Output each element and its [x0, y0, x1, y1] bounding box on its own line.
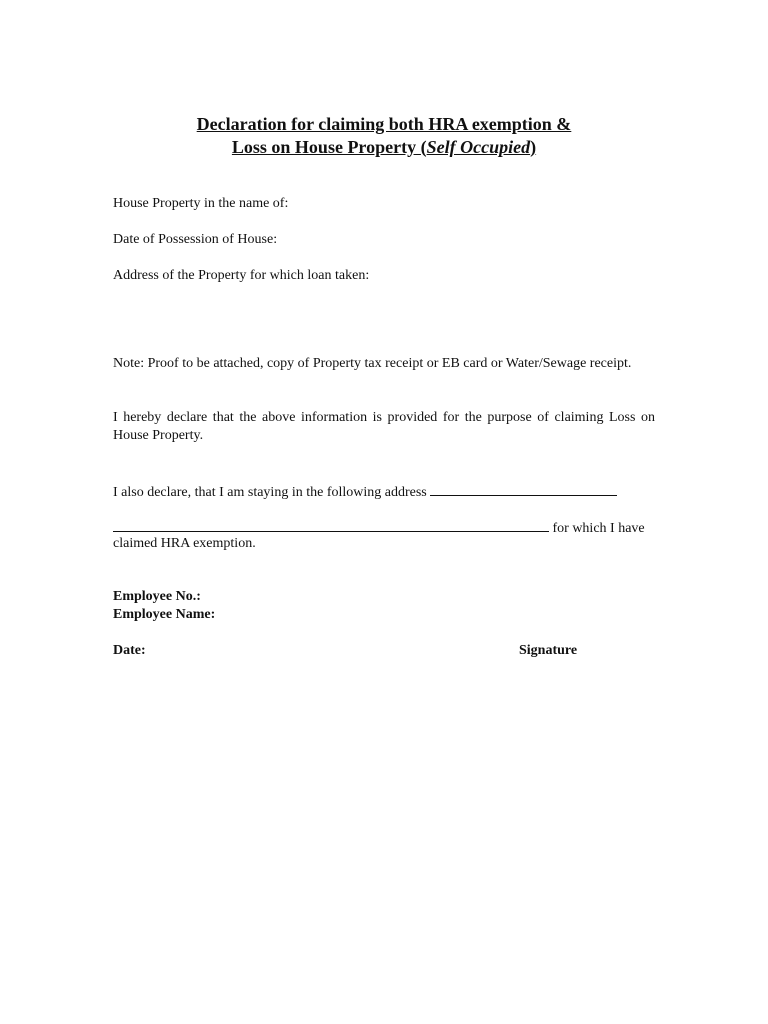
property-address-label: Address of the Property for which loan taken:: [113, 268, 370, 283]
address-blank-1: [430, 481, 617, 496]
signature-label: Signature: [519, 643, 578, 658]
declaration-address-text: I also declare, that I am staying in the following address: [113, 485, 427, 500]
document-title-line-2: [112, 136, 656, 158]
hra-claim-continuation: claimed HRA exemption.: [113, 536, 256, 551]
employee-name-label: Employee Name:: [113, 607, 216, 622]
employee-number-label: Employee No.:: [113, 589, 201, 604]
document-title-line-1: Declaration for claiming both HRA exemption &: [196, 114, 572, 134]
address-blank-2: [113, 517, 549, 532]
hra-claim-text: for which I have: [549, 521, 645, 536]
proof-note: Note: Proof to be attached, copy of Property tax receipt or EB card or Water/Sewage receipt.: [113, 356, 632, 371]
title-open-paren: (: [420, 137, 427, 157]
title-line-2-text: Loss on House Property: [231, 137, 421, 157]
possession-date-label: Date of Possession of House:: [113, 232, 278, 247]
declaration-loss-paragraph: I hereby declare that the above information is provided for the purpose of claiming Loss on House Property.: [113, 410, 655, 443]
declaration-address-line: [113, 481, 617, 502]
date-label: Date:: [113, 643, 146, 658]
title-self-occupied: Self Occupied: [426, 137, 531, 157]
owner-field-label: House Property in the name of:: [113, 196, 289, 211]
title-close-paren: ): [530, 137, 537, 157]
